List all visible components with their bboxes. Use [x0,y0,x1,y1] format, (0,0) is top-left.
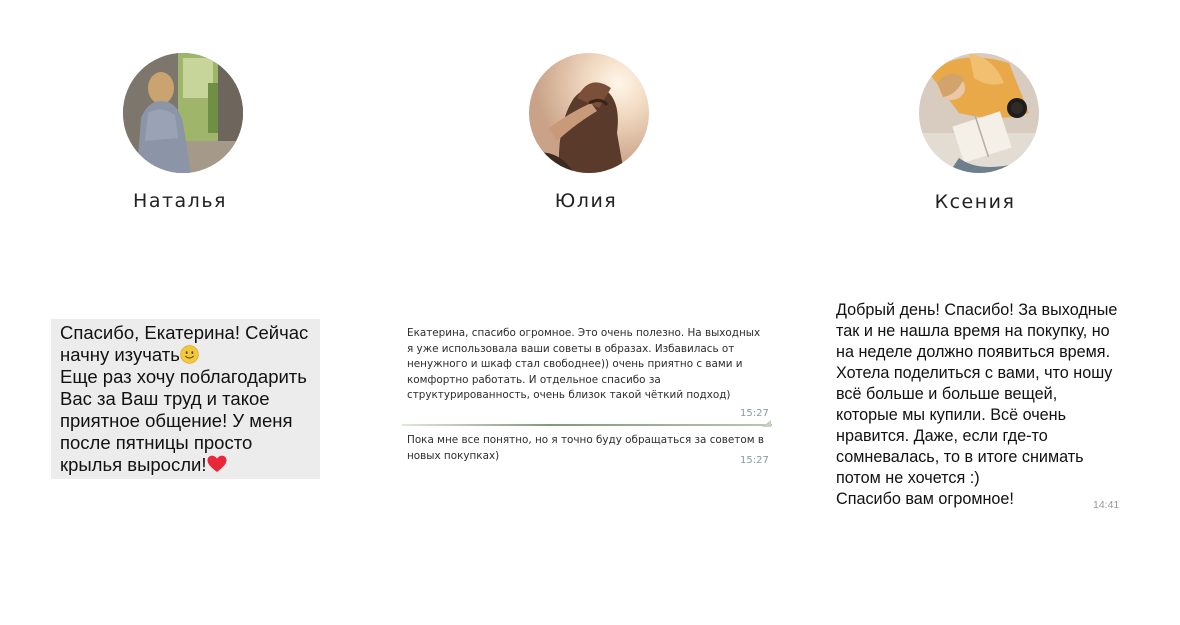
chat-message-line: комфортно работать. И отдельное спасибо за [407,373,661,386]
message-line-with-emoji [60,454,320,476]
chat-message-line: новых покупках) [407,449,500,462]
chat-message-line: я уже использовала ваши советы в образах. Избавилась от [407,342,735,355]
message-line: приятное общение! У меня [60,410,293,431]
message-line: начну изучать [60,344,180,365]
message-line: Еще раз хочу поблагодарить [60,366,307,387]
message-line: Вас за Ваш труд и такое [60,388,270,409]
chat-message-line: Екатерина, спасибо огромное. Это очень полезно. На выходных [407,327,761,339]
review-ksenia [836,300,1136,510]
avatar-yulia [529,53,649,173]
chat-message-line: ненужного и шкаф стал свободнее)) очень приятно с вами и [407,358,743,370]
message-line: сомневалась, то в итоге снимать [836,448,1084,466]
message-line: Спасибо вам огромное! [836,490,1014,508]
chat-message-line: Пока мне все понятно, но я точно буду обращаться за советом в [407,434,764,446]
reviewer-name-yulia: Юлия [554,190,618,212]
reviewer-name-natalya: Наталья [133,190,227,212]
message-line: которые мы купили. Всё очень [836,406,1067,424]
message-line: так и не нашла время на покупку, но [836,322,1110,340]
message-line: на неделе должно появиться время. [836,343,1111,361]
chat-message [407,326,769,404]
red-heart-emoji-icon [207,455,227,473]
avatar-natalya [123,53,243,173]
reviewer-name-ksenia: Ксения [934,191,1016,213]
chat-divider-cap [762,420,771,427]
message-line: Добрый день! Спасибо! За выходные [836,301,1118,319]
review-yulia-chat [400,322,772,472]
message-line-with-emoji [60,344,320,366]
message-line: Хотела поделиться с вами, что ношу [836,364,1113,382]
chat-message [407,433,769,464]
chat-message-line: структурированность, очень близок такой чёткий подход) [407,389,731,401]
message-line: нравится. Даже, если где-то [836,427,1048,445]
woman-hair-in-sunlight-photo-icon [529,53,649,173]
avatar-ksenia [919,53,1039,173]
message-line: крылья выросли! [60,454,207,475]
chat-message-time: 15:27 [740,455,769,466]
woman-at-window-photo-icon [123,53,243,173]
chat-message-time: 15:27 [740,408,769,419]
chat-divider [402,424,772,426]
smiling-face-emoji-icon [180,345,199,364]
message-line: потом не хочется :) [836,469,980,487]
woman-reading-book-photo-icon [919,53,1039,173]
message-time: 14:41 [1093,499,1120,511]
message-line: всё больше и больше вещей, [836,385,1058,403]
message-line: Спасибо, Екатерина! Сейчас [60,322,309,343]
message-line: после пятницы просто [60,432,253,453]
review-natalya [51,319,320,479]
